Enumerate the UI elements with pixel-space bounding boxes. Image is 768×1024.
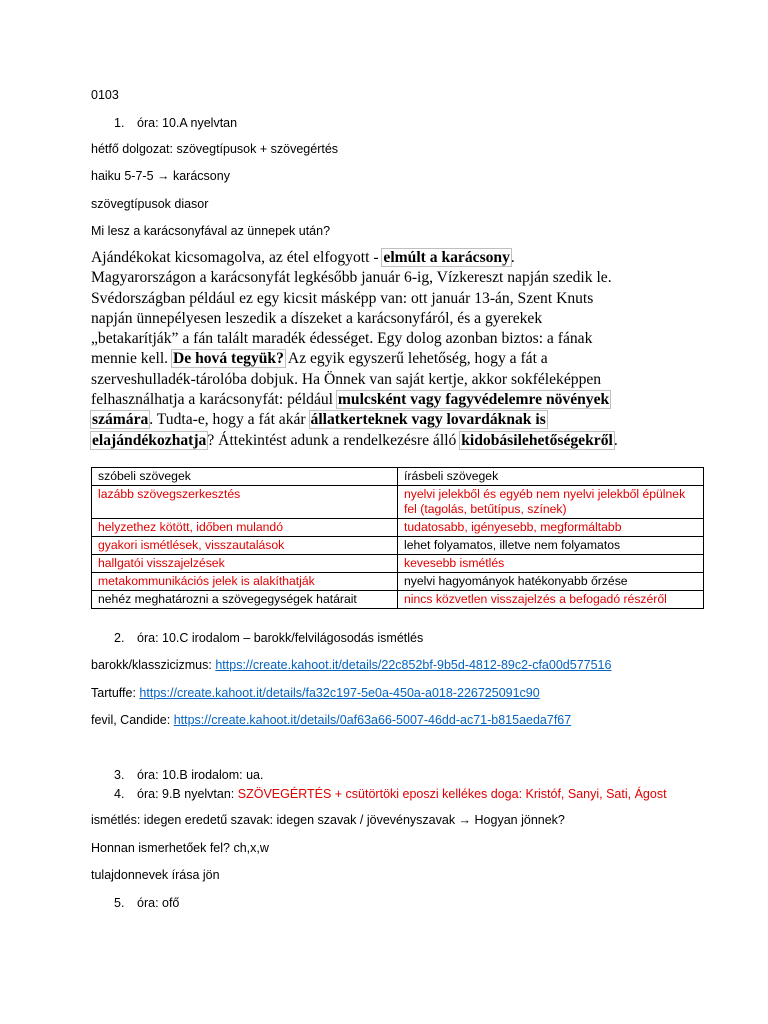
table-row xyxy=(92,555,704,573)
highlighted-phrase: elmúlt a karácsony xyxy=(383,249,510,266)
note-line: ismétlés: idegen eredetű szavak: idegen szavak / jövevényszavak → Hogyan jönnek? xyxy=(91,813,565,827)
table-header-cell: írásbeli szövegek xyxy=(398,468,704,486)
table-header-cell: szóbeli szövegek xyxy=(92,468,398,486)
link-label: fevil, Candide: xyxy=(91,713,174,727)
passage-text: felhasználhatja a karácsonyfát: például xyxy=(91,391,337,409)
table-cell: nincs közvetlen visszajelzés a befogadó részéről xyxy=(398,591,704,609)
highlighted-phrase: mulcsként vagy fagyvédelemre növények xyxy=(337,391,610,409)
list-item-4-label: óra: 9.B nyelvtan: xyxy=(137,787,238,801)
passage-text: . xyxy=(510,249,515,266)
note-line: haiku 5-7-5 → karácsony xyxy=(91,169,230,183)
list-number-1: 1. xyxy=(114,116,125,130)
passage-line: „betakarítják” a fán talált maradék édességet. Egy dolog azonban biztos: a fának xyxy=(91,330,593,348)
link-line xyxy=(91,712,571,728)
list-item-2-text: óra: 10.C irodalom – barokk/felvilágosodás ismétlés xyxy=(137,631,424,645)
table-cell: kevesebb ismétlés xyxy=(398,555,704,573)
note-line: hétfő dolgozat: szövegtípusok + szövegértés xyxy=(91,142,339,156)
table-cell: nyelvi jelekből és egyéb nem nyelvi jelekből épülnek fel (tagolás, betűtípus, színek) xyxy=(398,486,704,519)
link-label: Tartuffe: xyxy=(91,686,140,700)
list-item-4-text xyxy=(137,786,667,802)
link-line xyxy=(91,657,611,673)
list-item-3-text: óra: 10.B irodalom: ua. xyxy=(137,768,264,782)
table-cell: helyzethez kötött, időben mulandó xyxy=(92,519,398,537)
highlighted-phrase: elajándékozhatja xyxy=(92,431,207,449)
table-cell: nehéz meghatározni a szövegegységek határait xyxy=(92,591,398,609)
table-cell: lehet folyamatos, illetve nem folyamatos xyxy=(398,537,704,555)
highlighted-phrase: számára xyxy=(92,411,149,429)
passage-line: Svédországban például ez egy kicsit másképp van: ott január 13-án, Szent Knuts xyxy=(91,289,594,307)
table-header-row xyxy=(92,468,704,486)
list-item-5-text: óra: ofő xyxy=(137,896,180,910)
kahoot-link[interactable]: https://create.kahoot.it/details/22c852bf-9b5d-4812-89c2-cfa00d577516 xyxy=(215,658,612,672)
list-item-1-text: óra: 10.A nyelvtan xyxy=(137,116,238,130)
link-label: barokk/klasszicizmus: xyxy=(91,658,216,672)
kahoot-link[interactable]: https://create.kahoot.it/details/fa32c197-5e0a-450a-a018-226725091c90 xyxy=(139,686,540,700)
passage xyxy=(91,248,691,451)
note-line: tulajdonnevek írása jön xyxy=(91,868,220,882)
table-row xyxy=(92,486,704,519)
note-line: szövegtípusok diasor xyxy=(91,197,209,211)
highlighted-phrase: állatkerteknek vagy lovardáknak is xyxy=(310,411,546,429)
table-cell: metakommunikációs jelek is alakíthatják xyxy=(92,573,398,591)
table-cell: nyelvi hagyományok hatékonyabb őrzése xyxy=(398,573,704,591)
passage-text: Ajándékokat kicsomagolva, az étel elfogyott - xyxy=(91,249,383,266)
list-number-2: 2. xyxy=(114,631,125,645)
document-code: 0103 xyxy=(91,88,119,102)
passage-text: . Tudta-e, hogy a fát akár xyxy=(149,411,310,429)
highlighted-phrase: kidobásilehetőségekről xyxy=(461,431,613,449)
table-cell: gyakori ismétlések, visszautalások xyxy=(92,537,398,555)
table-row xyxy=(92,573,704,591)
table-row xyxy=(92,519,704,537)
table-cell: lazább szövegszerkesztés xyxy=(92,486,398,519)
list-number-4: 4. xyxy=(114,787,125,801)
table-cell: tudatosabb, igényesebb, megformáltabb xyxy=(398,519,704,537)
link-line xyxy=(91,685,540,701)
passage-text: mennie kell. xyxy=(91,350,172,368)
note-line: Honnan ismerhetőek fel? ch,x,w xyxy=(91,841,269,855)
table-cell: hallgatói visszajelzések xyxy=(92,555,398,573)
passage-line: Magyarországon a karácsonyfát legkésőbb január 6-ig, Vízkereszt napján szedik le. xyxy=(91,269,612,287)
passage-line: szerveshulladék-tárolóba dobjuk. Ha Önnek van saját kertje, akkor sokféleképpen xyxy=(91,370,602,388)
passage-text: . xyxy=(613,431,618,449)
comparison-table xyxy=(91,467,704,609)
list-number-3: 3. xyxy=(114,768,125,782)
table-row xyxy=(92,591,704,609)
list-item-4-highlight: SZÖVEGÉRTÉS + csütörtöki eposzi kellékes doga: Kristóf, Sanyi, Sati, Ágost xyxy=(237,787,667,801)
kahoot-link[interactable]: https://create.kahoot.it/details/0af63a66-5007-46dd-ac71-b815aeda7f67 xyxy=(173,713,572,727)
highlighted-phrase: De hová tegyük? xyxy=(172,350,284,368)
passage-text: ? Áttekintést adunk a rendelkezésre álló xyxy=(207,431,461,449)
table-row xyxy=(92,537,704,555)
passage-text: Az egyik egyszerű lehetőség, hogy a fát a xyxy=(284,350,548,368)
list-number-5: 5. xyxy=(114,896,125,910)
note-line: Mi lesz a karácsonyfával az ünnepek után? xyxy=(91,224,331,238)
passage-line: napján ünnepélyesen leszedik a díszeket a karácsonyfáról, és a gyerekek xyxy=(91,309,543,327)
